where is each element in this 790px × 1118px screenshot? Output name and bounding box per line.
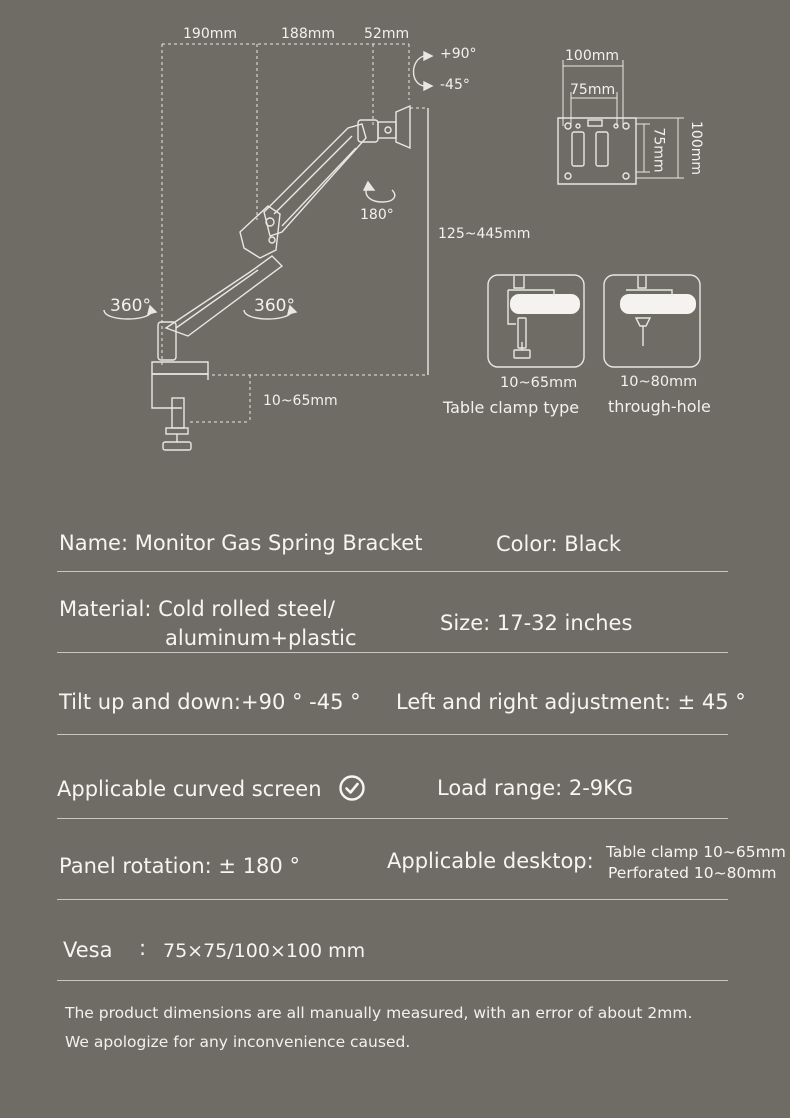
clamp-box-label: Table clamp type [443, 398, 580, 417]
disclaimer-line2: We apologize for any inconvenience caused. [65, 1033, 411, 1051]
dimension-guides [162, 44, 428, 422]
divider [57, 818, 728, 819]
divider [57, 980, 728, 981]
dimension-188: 188mm [281, 26, 335, 42]
hole-box-label: through-hole [608, 397, 711, 416]
divider [57, 899, 728, 900]
clamp-box-dimension: 10~65mm [500, 375, 578, 391]
tilt-head [358, 106, 410, 148]
spec-color: Color: Black [496, 532, 622, 556]
vesa-75-side-label: 75mm [650, 127, 667, 173]
vesa-plate [558, 118, 636, 184]
spec-vesa-colon: : [139, 936, 147, 960]
spec-tilt: Tilt up and down:+90 ° -45 ° [59, 690, 361, 714]
spec-material-line1: Material: Cold rolled steel/ [59, 597, 335, 621]
spec-vesa-value: 75×75/100×100 mm [163, 940, 366, 962]
dimension-52: 52mm [364, 26, 410, 42]
divider [57, 571, 728, 572]
spec-desktop-perforated: Perforated 10~80mm [608, 864, 777, 882]
tilt-up-label: +90° [440, 46, 477, 62]
clamp-type-box [488, 275, 584, 367]
check-circle-icon [339, 775, 365, 801]
clamp-range-label: 10~65mm [263, 393, 338, 409]
arm-base [152, 322, 208, 450]
vesa-75-top-label: 75mm [570, 82, 616, 98]
divider [57, 734, 728, 735]
dimension-190: 190mm [183, 26, 237, 42]
spec-name: Name: Monitor Gas Spring Bracket [59, 531, 423, 555]
tilt-down-label: -45° [440, 77, 470, 93]
spec-left-right: Left and right adjustment: ± 45 ° [396, 690, 746, 714]
spec-load: Load range: 2-9KG [437, 776, 634, 800]
hole-box-dimension: 10~80mm [620, 374, 698, 390]
spec-desktop-clamp: Table clamp 10~65mm [606, 843, 786, 861]
spec-panel-rotation: Panel rotation: ± 180 ° [59, 854, 300, 878]
divider [57, 652, 728, 653]
rotation-label: 180° [360, 207, 394, 223]
spec-size: Size: 17-32 inches [440, 611, 633, 635]
height-range-label: 125~445mm [438, 226, 531, 242]
spec-desktop-label: Applicable desktop: [387, 849, 594, 873]
swivel-left-label: 360° [110, 296, 151, 316]
vesa-100-top-label: 100mm [565, 48, 619, 64]
tilt-arrow-icon [414, 56, 425, 86]
spec-material-line2: aluminum+plastic [165, 626, 357, 650]
through-hole-box [604, 275, 700, 367]
disclaimer-line1: The product dimensions are all manually measured, with an error of about 2mm. [65, 1004, 693, 1022]
spec-vesa-label: Vesa [63, 938, 113, 962]
vesa-100-side-label: 100mm [688, 121, 704, 175]
spec-curved-screen: Applicable curved screen [57, 777, 322, 801]
swivel-right-label: 360° [254, 296, 295, 316]
